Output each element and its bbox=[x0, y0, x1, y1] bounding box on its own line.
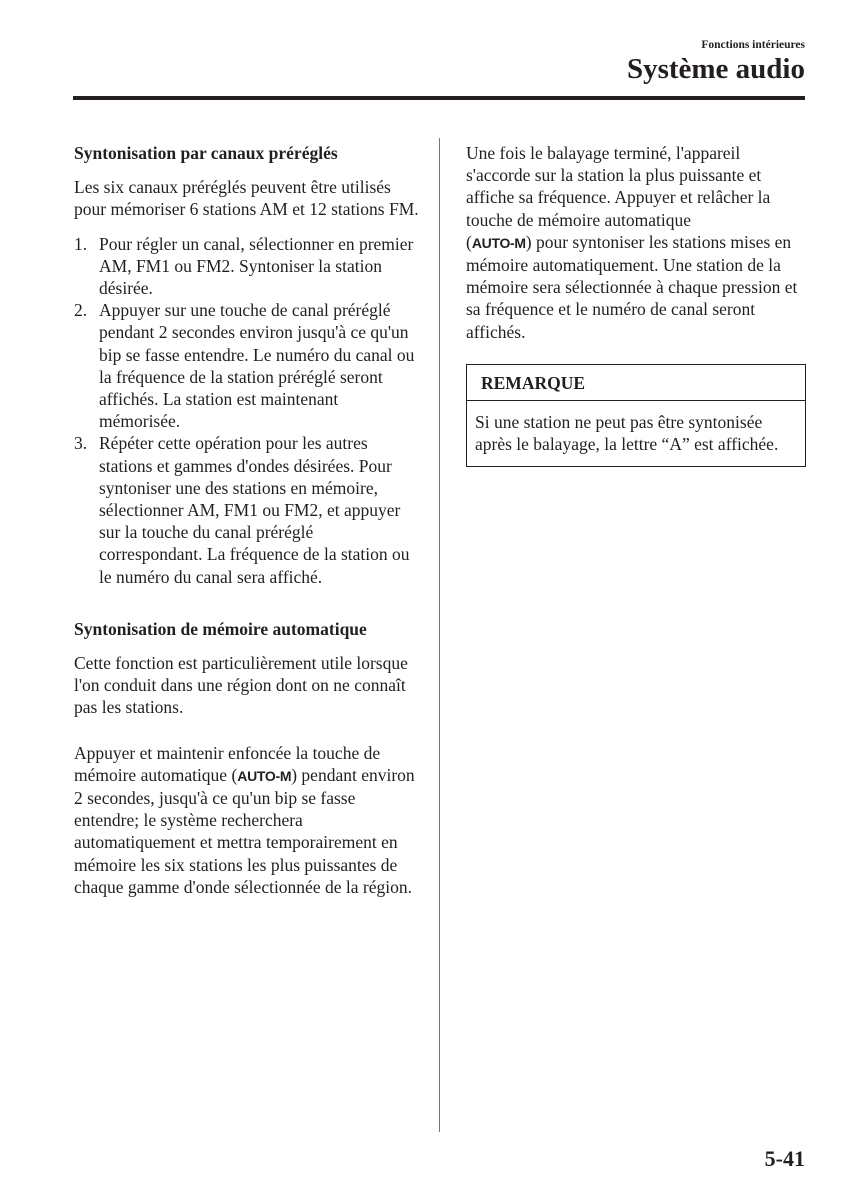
paragraph-text: Une fois le balayage terminé, l'appareil s'accorde sur la station la plus puissante et affiche sa fréquence. Appuyer et relâcher la touche de mémoire automatique bbox=[466, 143, 771, 230]
step-number: 2. bbox=[74, 300, 88, 321]
chapter-title: Système audio bbox=[626, 53, 805, 85]
auto-m-button-label: AUTO-M bbox=[471, 234, 526, 251]
step-number: 1. bbox=[74, 233, 88, 254]
scan-result-paragraph bbox=[466, 142, 806, 343]
header-rule bbox=[73, 96, 805, 100]
list-item bbox=[74, 233, 419, 300]
heading-auto-memory: Syntonisation de mémoire automatique bbox=[74, 618, 367, 639]
note-box bbox=[466, 364, 806, 468]
left-column bbox=[74, 142, 419, 898]
step-text: Appuyer sur une touche de canal préréglé pendant 2 secondes environ jusqu'à ce qu'un bip se fasse entendre. Le numéro du canal ou la fréquence de la station préréglé seront affichés. La station est maintenant mémorisée. bbox=[99, 300, 415, 432]
auto-memory-intro: Cette fonction est particulièrement utile lorsque l'on conduit dans une région dont on ne connaît pas les stations. bbox=[74, 653, 408, 718]
paragraph-text: Appuyer et maintenir enfoncée la touche de mémoire automatique ( bbox=[74, 742, 381, 785]
step-number: 3. bbox=[74, 433, 88, 454]
list-item bbox=[74, 299, 419, 432]
list-item bbox=[74, 432, 419, 587]
step-text: Répéter cette opération pour les autres stations et gammes d'ondes désirées. Pour syntoniser une des stations en mémoire, sélectionner AM, FM1 ou FM2, et appuyer sur la touche du canal préréglé correspondant. La fréquence de la station ou le numéro du canal sera affiché. bbox=[99, 433, 410, 587]
section-label: Fonctions intérieures bbox=[701, 39, 805, 51]
step-text: Pour régler un canal, sélectionner en premier AM, FM1 ou FM2. Syntoniser la station désirée. bbox=[99, 233, 414, 299]
paragraph-text: ) pour syntoniser les stations mises en mémoire automatiquement. Une station de la mémoire sera sélectionnée à chaque pression et sa fréquence et le numéro de canal seront affichés. bbox=[466, 231, 798, 342]
auto-memory-instructions bbox=[74, 742, 419, 898]
preset-intro: Les six canaux préréglés peuvent être utilisés pour mémoriser 6 stations AM et 12 stations FM. bbox=[74, 177, 419, 220]
column-divider bbox=[439, 138, 440, 1132]
page-number: 5-41 bbox=[764, 1146, 805, 1171]
paragraph-text: ) pendant environ 2 secondes, jusqu'à ce qu'un bip se fasse entendre; le système recherchera automatiquement et mettra temporairement en mémoire les six stations les plus puissantes de chaque gamme d'onde sélectionnée de la région. bbox=[74, 764, 415, 897]
preset-steps-list bbox=[74, 233, 419, 588]
auto-m-button-label: AUTO-M bbox=[237, 767, 292, 784]
note-title: REMARQUE bbox=[467, 365, 805, 401]
right-column bbox=[466, 142, 806, 467]
note-text: Si une station ne peut pas être syntonisée après le balayage, la lettre “A” est affichée. bbox=[475, 412, 779, 455]
heading-preset-tuning: Syntonisation par canaux préréglés bbox=[74, 143, 338, 163]
paragraph-text: ( bbox=[466, 231, 472, 252]
